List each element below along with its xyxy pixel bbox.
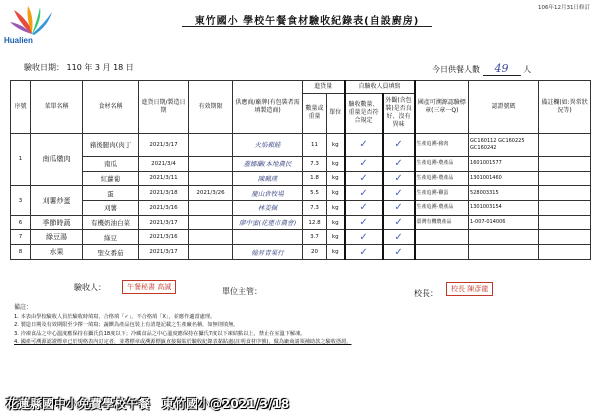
cell-check-appearance: ✓ (383, 156, 415, 171)
cell-unit: kg (327, 245, 345, 260)
cell-expiry (189, 230, 233, 245)
cell-check-appearance: ✓ (383, 186, 415, 201)
principal-stamp: 校長 陳彥龍 (446, 282, 493, 296)
cell-check-appearance: ✓ (383, 171, 415, 186)
cell-remarks (539, 230, 591, 245)
cell-index: 3 (11, 186, 31, 215)
cell-cert: 生產追溯-農產品 (415, 201, 469, 216)
cell-check-qty: ✓ (345, 201, 383, 216)
header-ingredient: 食材名稱 (83, 81, 139, 134)
header-check-appearance: 外觀(含包裝)是否良好、沒有異味 (383, 93, 415, 133)
cell-supplier: 翰昇青果行 (233, 245, 303, 260)
header-index: 序號 (11, 81, 31, 134)
cell-unit: kg (327, 156, 345, 171)
cell-qty: 20 (303, 245, 327, 260)
header-cert-code: 認證號碼 (469, 81, 539, 134)
cell-cert: 生產追溯-農產品 (415, 156, 469, 171)
cell-supplier: 陳珮瑛 (233, 171, 303, 186)
cell-purchase-date: 2021/3/17 (139, 133, 189, 156)
header-incoming: 進貨量 (303, 81, 345, 94)
cell-supplier (233, 230, 303, 245)
cell-cert-code: GC160112 GC160225 GC160242 (469, 133, 539, 156)
cell-cert (415, 245, 469, 260)
cell-index: 8 (11, 245, 31, 260)
header-purchase-date: 進貨日期/製造日期 (139, 81, 189, 134)
cell-cert: 生產追溯-雞蛋 (415, 186, 469, 201)
cell-cert-code: 1301003154 (469, 201, 539, 216)
cell-unit: kg (327, 201, 345, 216)
cell-cert-code: 1301001460 (469, 171, 539, 186)
cell-purchase-date: 2021/3/16 (139, 230, 189, 245)
cell-purchase-date: 2021/3/18 (139, 186, 189, 201)
cell-expiry (189, 133, 233, 156)
cell-cert-code: 528003315 (469, 186, 539, 201)
cell-unit: kg (327, 230, 345, 245)
cell-cert: 生產追溯-農產品 (415, 171, 469, 186)
people-label: 今日供餐人數 (432, 65, 480, 74)
cell-cert-code: 1-007-014006 (469, 215, 539, 230)
header-check-qty: 驗收數量、重量是否符合規定 (345, 93, 383, 133)
cell-index: 6 (11, 215, 31, 230)
cell-dish: 刈薯炒蛋 (31, 186, 83, 215)
cell-cert (415, 230, 469, 245)
cell-check-qty: ✓ (345, 186, 383, 201)
cell-remarks (539, 186, 591, 201)
cell-supplier: 蓋娜蘭(本地農民 (233, 156, 303, 171)
cell-index: 1 (11, 133, 31, 186)
header-dish: 菜單名稱 (31, 81, 83, 134)
cell-check-qty: ✓ (345, 133, 383, 156)
cell-supplier: 廖中蜜(花蓮市農會) (233, 215, 303, 230)
cell-supplier: 林姜佩 (233, 201, 303, 216)
table-row (11, 245, 591, 260)
cell-ingredient: 豬後腿肉(肉丁 (83, 133, 139, 156)
cell-remarks (539, 201, 591, 216)
cell-index: 7 (11, 230, 31, 245)
cell-dish: 季節時蔬 (31, 215, 83, 230)
cell-ingredient: 有機奶油白菜 (83, 215, 139, 230)
inspection-date (24, 62, 134, 73)
table-row (11, 133, 591, 156)
cell-ingredient: 紅蘿蔔 (83, 171, 139, 186)
cell-supplier: 慶山倉牧場 (233, 186, 303, 201)
cell-check-qty: ✓ (345, 245, 383, 260)
cell-remarks (539, 171, 591, 186)
title-underline (182, 26, 432, 27)
cell-qty: 12.8 (303, 215, 327, 230)
notes-head: 備註： (14, 304, 33, 311)
cell-cert-code (469, 230, 539, 245)
inspector-stamp: 午餐秘書 高誠 (122, 280, 176, 294)
cell-supplier: 火焰蘋蛙 (233, 133, 303, 156)
table-row (11, 156, 591, 171)
ingredient-log-table (10, 80, 591, 260)
header-qty: 數量或重量 (303, 93, 327, 133)
cell-purchase-date: 2021/3/17 (139, 245, 189, 260)
cell-ingredient: 刈薯 (83, 201, 139, 216)
cell-check-qty: ✓ (345, 171, 383, 186)
logo-label: Hualien (4, 36, 33, 45)
cell-dish: 南瓜燉肉 (31, 133, 83, 186)
header-expiry: 有效期限 (189, 81, 233, 134)
cell-ingredient: 蛋 (83, 186, 139, 201)
cell-expiry: 2021/3/26 (189, 186, 233, 201)
meal-count (432, 62, 531, 76)
revision-note: 106年12月31日修訂 (538, 5, 590, 11)
cell-ingredient: 南瓜 (83, 156, 139, 171)
cell-qty: 5.5 (303, 186, 327, 201)
supervisor-label: 單位主管： (222, 287, 262, 296)
header-supplier: 供應商/廠牌(有包裝者需填製造商) (233, 81, 303, 134)
date-label: 驗收日期： (24, 63, 64, 72)
cell-expiry (189, 215, 233, 230)
cell-ingredient: 聖女番茄 (83, 245, 139, 260)
table-row (11, 186, 591, 201)
cell-check-appearance: ✓ (383, 201, 415, 216)
cell-check-appearance: ✓ (383, 230, 415, 245)
people-value: 49 (483, 62, 521, 76)
cell-unit: kg (327, 133, 345, 156)
principal-label: 校長： (414, 289, 438, 298)
cell-remarks (539, 156, 591, 171)
cell-expiry (189, 245, 233, 260)
cell-purchase-date: 2021/3/16 (139, 201, 189, 216)
page-title: 東竹國小 學校午餐食材驗收紀錄表(自設廚房) (194, 16, 420, 27)
people-unit: 人 (523, 65, 532, 74)
cell-unit: kg (327, 186, 345, 201)
table-row (11, 171, 591, 186)
cell-cert-code: 1601001577 (469, 156, 539, 171)
cell-qty: 7.3 (303, 156, 327, 171)
header-remarks: 備註欄(如:異常狀況等) (539, 81, 591, 134)
cell-qty: 11 (303, 133, 327, 156)
cell-check-qty: ✓ (345, 156, 383, 171)
cell-cert: 生產追溯-豬肉 (415, 133, 469, 156)
header-cert: 國產可溯源認驗標章(三章一Q) (415, 81, 469, 134)
cell-check-qty: ✓ (345, 215, 383, 230)
inspector-label: 驗收人： (74, 283, 106, 292)
header-unit: 單位 (327, 93, 345, 133)
cell-cert: 臺灣有機農產品 (415, 215, 469, 230)
cell-unit: kg (327, 215, 345, 230)
cell-remarks (539, 215, 591, 230)
table-row (11, 230, 591, 245)
note-item: 4. 國產可溯源認證標章已於規格表內訂定者，並將標章或溯源標籤直接黏貼於驗收紀錄表黏貼處(註明食材序號)，做為廠商請領補助款之驗收憑證。 (14, 339, 352, 345)
cell-check-appearance: ✓ (383, 215, 415, 230)
cell-check-appearance: ✓ (383, 245, 415, 260)
footer-caption: 花蓮縣國中小免費學校午餐 東竹國小@2021/3/18 (6, 397, 290, 411)
cell-check-appearance: ✓ (383, 133, 415, 156)
cell-qty: 1.8 (303, 171, 327, 186)
cell-unit: kg (327, 171, 345, 186)
cell-dish: 綠豆湯 (31, 230, 83, 245)
header-check-group: 自驗收人員填寫 (345, 81, 415, 94)
cell-check-qty: ✓ (345, 230, 383, 245)
cell-ingredient: 綠豆 (83, 230, 139, 245)
cell-remarks (539, 133, 591, 156)
table-row (11, 201, 591, 216)
cell-expiry (189, 201, 233, 216)
cell-purchase-date: 2021/3/11 (139, 171, 189, 186)
cell-purchase-date: 2021/3/17 (139, 215, 189, 230)
cell-expiry (189, 156, 233, 171)
date-value: 110 年 3 月 18 日 (66, 63, 134, 72)
note-item: 1. 本表由學校驗收人員於驗收時填寫，合格填「✓」，不合格填「X」，並應作適當處理。 (14, 313, 216, 320)
cell-purchase-date: 2021/3/4 (139, 156, 189, 171)
cell-remarks (539, 245, 591, 260)
table-row (11, 215, 591, 230)
cell-expiry (189, 171, 233, 186)
cell-dish: 水果 (31, 245, 83, 260)
cell-cert-code (469, 245, 539, 260)
notes (14, 304, 584, 347)
note-item: 3. 冷凍食品之中心溫度應保持在攝氏負18度以下；冷藏食品之中心溫度應保持在攝氏7度以下凍結點以上，禁止在室溫下解凍。 (14, 330, 306, 337)
cell-qty: 7.3 (303, 201, 327, 216)
note-item: 2. 製造日期及有效期限至少擇一填寫；蔬饌為產品包裝上有清楚記載之生產廠名稱，如無則填無。 (14, 322, 239, 328)
cell-qty: 3.7 (303, 230, 327, 245)
